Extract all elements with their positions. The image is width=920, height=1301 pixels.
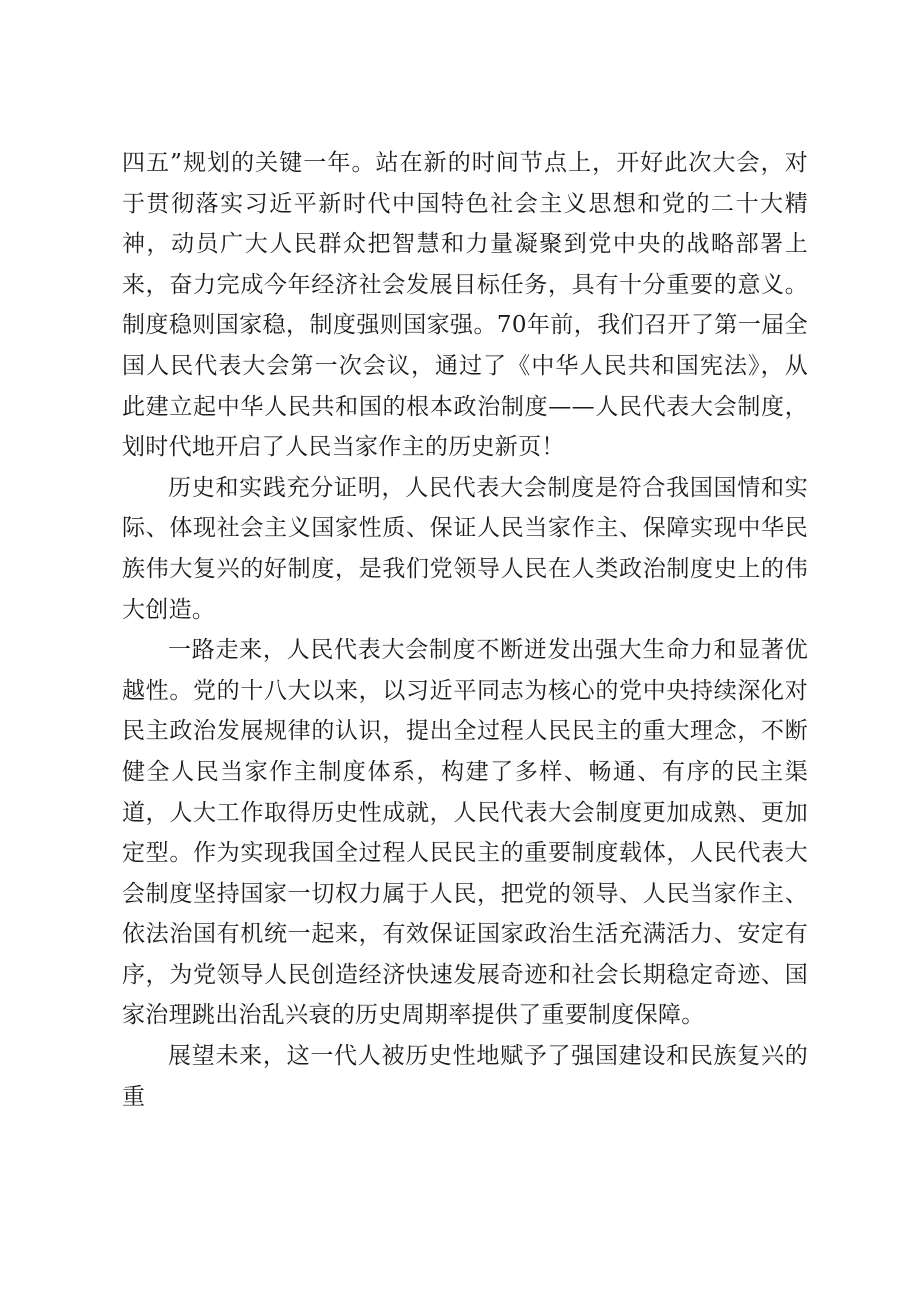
paragraph-continuation: 四五”规划的关键一年。站在新的时间节点上，开好此次大会，对于贯彻落实习近平新时代中国特色社会主义思想和党的二十大精神，动员广大人民群众把智慧和力量凝聚到党中央的战略部署上来，奋力完成今年经济社会发展目标任务，具有十分重要的意义。制度稳则国家稳，制度强则国家强。70年前，我们召开了第一届全国人民代表大会第一次会议，通过了《中华人民共和国宪法》，从此建立起中华人民共和国的根本政治制度——人民代表大会制度，划时代地开启了人民当家作主的历史新页！ bbox=[122, 150, 808, 461]
paragraph-looking-ahead: 展望未来，这一代人被历史性地赋予了强国建设和民族复兴的重 bbox=[122, 1043, 808, 1110]
paragraph-history-practice: 历史和实践充分证明，人民代表大会制度是符合我国国情和实际、体现社会主义国家性质、保证人民当家作主、保障实现中华民族伟大复兴的好制度，是我们党领导人民在人类政治制度史上的伟大创造。 bbox=[122, 474, 808, 623]
paragraph-along-the-way: 一路走来，人民代表大会制度不断迸发出强大生命力和显著优越性。党的十八大以来，以习近平同志为核心的党中央持续深化对民主政治发展规律的认识，提出全过程人民民主的重大理念，不断健全人民当家作主制度体系，构建了多样、畅通、有序的民主渠道，人大工作取得历史性成就，人民代表大会制度更加成熟、更加定型。作为实现我国全过程人民民主的重要制度载体，人民代表大会制度坚持国家一切权力属于人民，把党的领导、人民当家作主、依法治国有机统一起来，有效保证国家政治生活充满活力、安定有序，为党领导人民创造经济快速发展奇迹和社会长期稳定奇迹、国家治理跳出治乱兴衰的历史周期率提供了重要制度保障。 bbox=[122, 637, 808, 1029]
document-body bbox=[122, 143, 808, 1117]
